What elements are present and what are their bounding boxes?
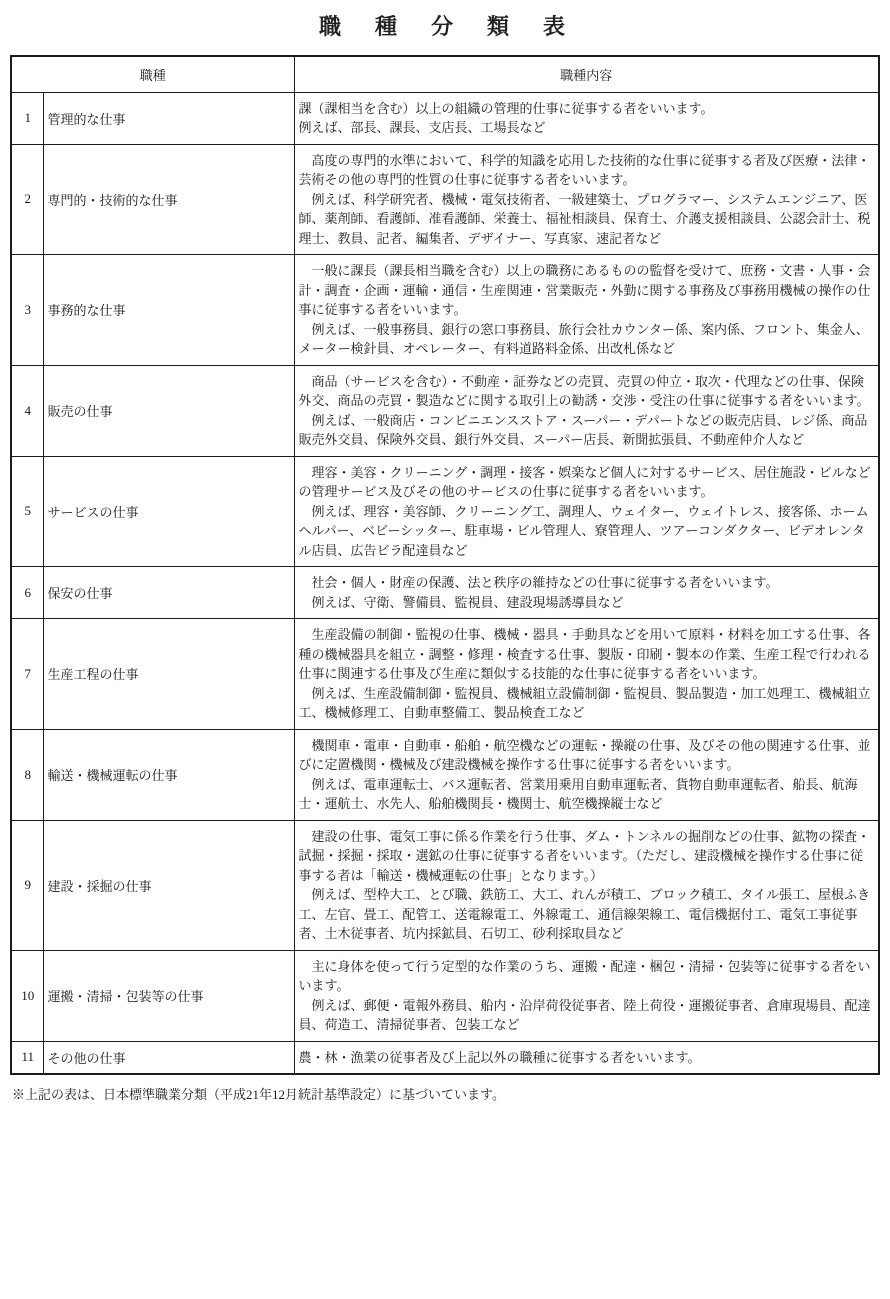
description-paragraph: 高度の専門的水準において、科学的知識を応用した技術的な仕事に従事する者及び医療・法律・芸術その他の専門的性質の仕事に従事する者をいいます。 bbox=[298, 152, 871, 187]
table-row bbox=[11, 92, 879, 144]
occupation-name: 管理的な仕事 bbox=[44, 92, 294, 144]
occupation-description bbox=[294, 1041, 879, 1074]
job-classification-table bbox=[10, 55, 880, 1075]
occupation-description bbox=[294, 144, 879, 255]
description-paragraph: 例えば、理容・美容師、クリーニング工、調理人、ウェイター、ウェイトレス、接客係、ホームヘルパー、ベビーシッター、駐車場・ビル管理人、寮管理人、ツアーコンダクター、ビデオレンタル店員、広告ビラ配達員など bbox=[298, 503, 869, 558]
row-number: 11 bbox=[11, 1041, 44, 1074]
occupation-description bbox=[294, 729, 879, 820]
occupation-description bbox=[294, 92, 879, 144]
description-paragraph: 例えば、一般事務員、銀行の窓口事務員、旅行会社カウンター係、案内係、フロント、集金人、メーター検針員、オペレーター、有料道路料金係、出改札係など bbox=[298, 321, 869, 356]
table-row bbox=[11, 456, 879, 567]
occupation-name: 販売の仕事 bbox=[44, 365, 294, 456]
table-row bbox=[11, 1041, 879, 1074]
row-number: 8 bbox=[11, 729, 44, 820]
row-number: 1 bbox=[11, 92, 44, 144]
header-row bbox=[11, 56, 879, 92]
occupation-description bbox=[294, 619, 879, 730]
table-row bbox=[11, 567, 879, 619]
description-paragraph: 例えば、部長、課長、支店長、工場長など bbox=[298, 120, 546, 135]
occupation-name: その他の仕事 bbox=[44, 1041, 294, 1074]
occupation-name: 専門的・技術的な仕事 bbox=[44, 144, 294, 255]
table-row bbox=[11, 365, 879, 456]
row-number: 10 bbox=[11, 950, 44, 1041]
occupation-name: 輸送・機械運転の仕事 bbox=[44, 729, 294, 820]
occupation-name: 運搬・清掃・包装等の仕事 bbox=[44, 950, 294, 1041]
table-header bbox=[11, 56, 879, 92]
occupation-description bbox=[294, 950, 879, 1041]
row-number: 6 bbox=[11, 567, 44, 619]
description-paragraph: 例えば、電車運転士、バス運転者、営業用乗用自動車運転者、貨物自動車運転者、船長、航海士・運航士、水先人、船舶機関長・機関士、航空機操縦士など bbox=[298, 776, 858, 811]
description-paragraph: 一般に課長（課長相当職を含む）以上の職務にあるものの監督を受けて、庶務・文書・人事・会計・調査・企画・運輸・通信・生産関連・営業販売・外勤に関する事務及び事務用機械の操作の仕事に従事する者をいいます。 bbox=[298, 263, 871, 317]
row-number: 7 bbox=[11, 619, 44, 730]
description-paragraph: 理容・美容・クリーニング・調理・接客・娯楽など個人に対するサービス、居住施設・ビルなどの管理サービス及びその他のサービスの仕事に従事する者をいいます。 bbox=[298, 464, 871, 499]
footnote: ※上記の表は、日本標準職業分類（平成21年12月統計基準設定）に基づいています。 bbox=[12, 1087, 505, 1102]
occupation-name: 建設・採掘の仕事 bbox=[44, 820, 294, 950]
description-paragraph: 例えば、科学研究者、機械・電気技術者、一級建築士、プログラマー、システムエンジニア、医師、薬剤師、看護師、准看護師、栄養士、福祉相談員、保育士、介護支援相談員、公認会計士、税理士、教員、記者、編集者、デザイナー、写真家、速記者など bbox=[298, 191, 871, 246]
description-paragraph: 例えば、生産設備制御・監視員、機械組立設備制御・監視員、製品製造・加工処理工、機械組立工、機械修理工、自動車整備工、製品検査工など bbox=[298, 685, 871, 720]
occupation-name: 事務的な仕事 bbox=[44, 255, 294, 366]
column-header-occupation: 職種 bbox=[11, 56, 294, 92]
occupation-description bbox=[294, 820, 879, 950]
row-number: 2 bbox=[11, 144, 44, 255]
description-paragraph: 例えば、守衛、警備員、監視員、建設現場誘導員など bbox=[298, 594, 624, 610]
occupation-name: 保安の仕事 bbox=[44, 567, 294, 619]
description-paragraph: 課（課相当を含む）以上の組織の管理的仕事に従事する者をいいます。 bbox=[298, 100, 714, 116]
description-paragraph: 主に身体を使って行う定型的な作業のうち、運搬・配達・梱包・清掃・包装等に従事する者をいいます。 bbox=[298, 958, 871, 993]
row-number: 9 bbox=[11, 820, 44, 950]
occupation-description bbox=[294, 456, 879, 567]
table-row bbox=[11, 729, 879, 820]
description-paragraph: 商品（サービスを含む）・不動産・証券などの売買、売買の仲立・取次・代理などの仕事、保険外交、商品の売買・製造などに関する取引上の勧誘・交渉・受注の仕事に従事する者をいいます。 bbox=[298, 373, 870, 408]
description-paragraph: 建設の仕事、電気工事に係る作業を行う仕事、ダム・トンネルの掘削などの仕事、鉱物の探査・試掘・採掘・採取・選鉱の仕事に従事する者をいいます。（ただし、建設機械を操作する仕事に従事する者は「輸送・機械運転の仕事」となります。） bbox=[298, 828, 871, 883]
table-row bbox=[11, 619, 879, 730]
description-paragraph: 社会・個人・財産の保護、法と秩序の維持などの仕事に従事する者をいいます。 bbox=[298, 575, 779, 590]
occupation-name: サービスの仕事 bbox=[44, 456, 294, 567]
description-paragraph: 例えば、一般商店・コンビニエンスストア・スーパー・デパートなどの販売店員、レジ係、商品販売外交員、保険外交員、銀行外交員、スーパー店長、新聞拡張員、不動産仲介人など bbox=[298, 412, 868, 447]
description-paragraph: 例えば、型枠大工、とび職、鉄筋工、大工、れんが積工、ブロック積工、タイル張工、屋根ふき工、左官、畳工、配管工、送電線電工、外線電工、通信線架線工、電信機据付工、電気工事従事者、土木従事者、坑内採鉱員、石切工、砂利採取員など bbox=[298, 887, 870, 941]
occupation-description bbox=[294, 365, 879, 456]
column-header-description: 職種内容 bbox=[294, 56, 879, 92]
description-paragraph: 生産設備の制御・監視の仕事、機械・器具・手動具などを用いて原料・材料を加工する仕事、各種の機械器具を組立・調整・修理・検査する仕事、製版・印刷・製本の作業、生産工程で行われる仕事に関連する仕事及び生産に類似する技能的な仕事に従事する者をいいます。 bbox=[298, 627, 871, 681]
row-number: 3 bbox=[11, 255, 44, 366]
table-row bbox=[11, 950, 879, 1041]
description-paragraph: 例えば、郵便・電報外務員、船内・沿岸荷役従事者、陸上荷役・運搬従事者、倉庫現場員、配達員、荷造工、清掃従事者、包装工など bbox=[298, 997, 871, 1032]
occupation-description bbox=[294, 255, 879, 366]
table-row bbox=[11, 255, 879, 366]
table-body bbox=[11, 92, 879, 1074]
occupation-name: 生産工程の仕事 bbox=[44, 619, 294, 730]
description-paragraph: 農・林・漁業の従事者及び上記以外の職種に従事する者をいいます。 bbox=[298, 1049, 701, 1065]
row-number: 4 bbox=[11, 365, 44, 456]
description-paragraph: 機関車・電車・自動車・船舶・航空機などの運転・操縦の仕事、及びその他の関連する仕事、並びに定置機関・機械及び建設機械を操作する仕事に従事する者をいいます。 bbox=[298, 737, 871, 772]
table-row bbox=[11, 144, 879, 255]
table-row bbox=[11, 820, 879, 950]
page-title: 職 種 分 類 表 bbox=[318, 14, 571, 39]
occupation-description bbox=[294, 567, 879, 619]
row-number: 5 bbox=[11, 456, 44, 567]
